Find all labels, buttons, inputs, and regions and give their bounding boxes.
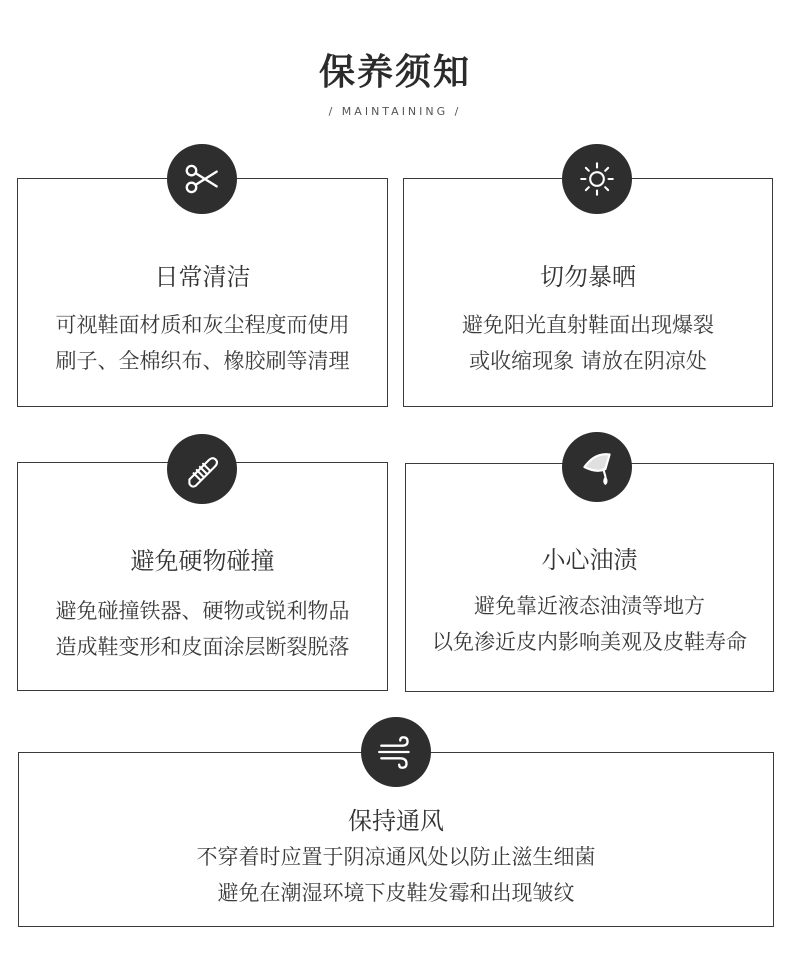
card-desc-line: 或收缩现象 请放在阴凉处 bbox=[469, 349, 707, 373]
page-subtitle: / MAINTAINING / bbox=[328, 105, 462, 118]
card-title: 切勿暴晒 bbox=[540, 263, 636, 291]
card-desc-line: 不穿着时应置于阴凉通风处以防止滋生细菌 bbox=[196, 845, 596, 869]
card-description bbox=[404, 307, 772, 379]
oil-drop-icon bbox=[562, 432, 632, 502]
card-desc-line: 避免靠近液态油渍等地方 bbox=[474, 594, 705, 618]
card-description bbox=[18, 593, 387, 665]
card-description bbox=[19, 839, 773, 911]
card-title: 小心油渍 bbox=[541, 546, 638, 574]
card-title: 日常清洁 bbox=[154, 263, 251, 291]
card-desc-line: 避免阳光直射鞋面出现爆裂 bbox=[462, 313, 714, 337]
card-desc-line: 避免碰撞铁器、硬物或锐利物品 bbox=[55, 599, 350, 623]
page-title: 保养须知 bbox=[318, 52, 471, 93]
card-title: 避免硬物碰撞 bbox=[130, 547, 275, 575]
wind-icon bbox=[361, 717, 431, 787]
card-desc-line: 避免在潮湿环境下皮鞋发霉和出现皱纹 bbox=[217, 881, 575, 905]
sun-icon bbox=[562, 144, 632, 214]
card-desc-line: 以免渗近皮内影响美观及皮鞋寿命 bbox=[432, 630, 747, 654]
card-desc-line: 造成鞋变形和皮面涂层断裂脱落 bbox=[55, 635, 350, 659]
brush-icon bbox=[167, 434, 237, 504]
card-title: 保持通风 bbox=[348, 807, 444, 835]
scissors-icon bbox=[167, 144, 237, 214]
card-description bbox=[18, 307, 387, 379]
card-desc-line: 刷子、全棉织布、橡胶刷等清理 bbox=[55, 349, 350, 373]
card-desc-line: 可视鞋面材质和灰尘程度而使用 bbox=[55, 313, 350, 337]
card-description bbox=[406, 588, 773, 660]
